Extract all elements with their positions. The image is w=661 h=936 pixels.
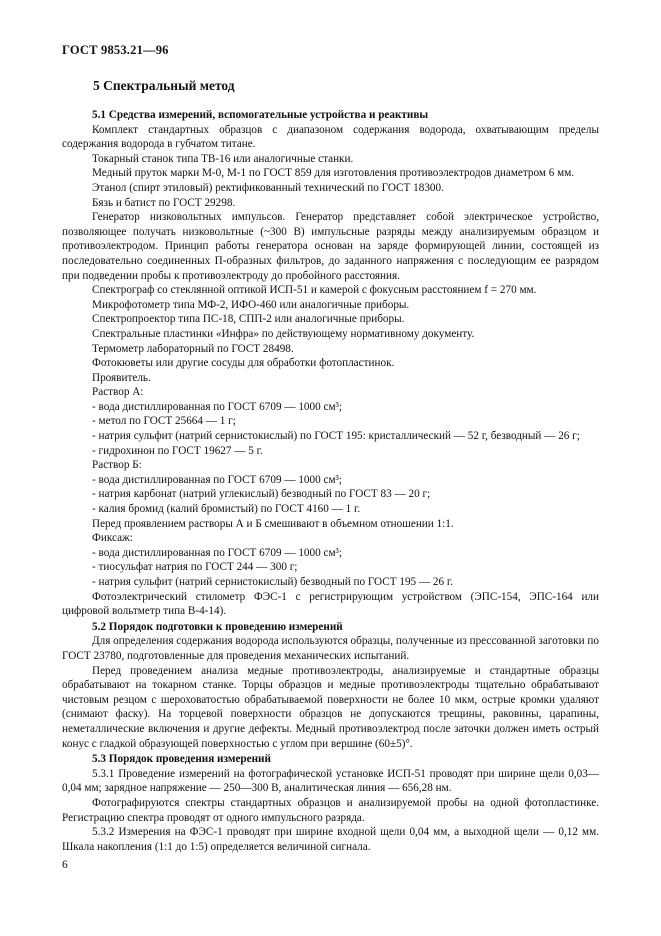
paragraph: Фотокюветы или другие сосуды для обработки фотопластинок. (92, 357, 395, 370)
body-text (62, 107, 599, 854)
paragraph: Перед проявлением растворы А и Б смешивают в объемном отношении 1:1. (92, 517, 454, 530)
subsection-heading: 5.2 Порядок подготовки к проведению измерений (92, 620, 343, 633)
paragraph: Раствор А: (92, 386, 144, 399)
paragraph: Комплект стандартных образцов с диапазоном содержания водорода, охватывающим пределы содержания водорода в губчатом титане. (62, 123, 599, 151)
paragraph: Микрофотометр типа МФ-2, ИФО-460 или аналогичные приборы. (92, 298, 410, 311)
paragraph: 5.3.1 Проведение измерений на фотографической установке ИСП-51 проводят при ширине щели 0,03—0,04 мм; зарядное напряжение — 250—300 В, аналитическая линия — 656,28 нм. (62, 767, 599, 795)
list-item: - тиосульфат натрия по ГОСТ 244 — 300 г; (92, 561, 298, 574)
paragraph: Фотографируются спектры стандартных образцов и анализируемой пробы на одной фотопластинке. Регистрацию спектра проводят от одного импульсного разряда. (62, 796, 599, 824)
page-number: 6 (62, 859, 68, 871)
list-item: - метол по ГОСТ 25664 — 1 г; (92, 415, 236, 428)
paragraph: Термометр лабораторный по ГОСТ 28498. (92, 342, 294, 355)
paragraph: Фотоэлектрический стилометр ФЭС-1 с регистрирующим устройством (ЭПС-154, ЭПС-164 или цифровой вольтметр типа В-4-14). (62, 590, 599, 618)
list-item: - вода дистиллированная по ГОСТ 6709 — 1000 см³; (92, 400, 343, 413)
subsection-heading: 5.1 Средства измерений, вспомогательные устройства и реактивы (92, 109, 429, 121)
paragraph: Фиксаж: (92, 532, 133, 545)
paragraph: Генератор низковольтных импульсов. Генератор представляет собой электрическое устройство, позволяющее получать низковольтные (~300 В) импульсные разряды между анализируемым образцом и противоэлектродом. Принцип работы генератора основан на заряде формирующей линии, состоящей из последовательно соединенных П-образных фильтров, до заданного напряжения с последующим ее разрядом при подведении пробы к противоэлектроду до пробойного расстояния. (62, 211, 599, 282)
paragraph: Бязь и батист по ГОСТ 29298. (92, 196, 236, 209)
paragraph: Перед проведением анализа медные противоэлектроды, анализируемые и стандартные образцы обрабатывают на токарном станке. Торцы образцов и медные противоэлектроды тщательно обрабатывают чистовым резцом с шероховатостью обрабатываемой поверхности не более 10 мкм, острые кромки удаляют (снимают фаску). На торцевой поверхности образцов не допускаются трещины, раковины, царапины, неметаллические включения и другие дефекты. Медный противоэлектрод после заточки должен иметь острый конус с гладкой образующей поверхностью с углом при вершине (60±5)°. (62, 664, 599, 750)
list-item: - натрия сульфит (натрий сернистокислый) по ГОСТ 195: кристаллический — 52 г, безводный — 26 г; (92, 430, 580, 443)
section-title: 5 Спектральный метод (93, 78, 235, 93)
paragraph: Токарный станок типа ТВ-16 или аналогичные станки. (92, 152, 354, 165)
list-item: - вода дистиллированная по ГОСТ 6709 — 1000 см³; (92, 473, 343, 486)
paragraph: Этанол (спирт этиловый) ректификованный технический по ГОСТ 18300. (92, 181, 444, 194)
paragraph: Для определения содержания водорода используются образцы, полученные из прессованной заготовки по ГОСТ 23780, подготовленные для проведения механических испытаний. (62, 635, 599, 662)
subsection-heading: 5.3 Порядок проведения измерений (92, 753, 271, 766)
paragraph: 5.3.2 Измерения на ФЭС-1 проводят при ширине входной щели 0,04 мм, а выходной щели — 0,12 мм. Шкала накопления (1:1 до 1:5) определяется величиной сигнала. (62, 826, 599, 853)
paragraph: Спектропроектор типа ПС-18, СПП-2 или аналогичные приборы. (92, 313, 405, 326)
paragraph: Раствор Б: (92, 459, 142, 472)
document-header: ГОСТ 9853.21—96 (62, 43, 169, 57)
list-item: - натрия сульфит (натрий сернистокислый) безводный по ГОСТ 195 — 26 г. (92, 576, 454, 588)
list-item: - калия бромид (калий бромистый) по ГОСТ 4160 — 1 г. (92, 503, 361, 516)
paragraph: Проявитель. (92, 371, 151, 384)
list-item: - гидрохинон по ГОСТ 19627 — 5 г. (92, 444, 263, 457)
list-item: - вода дистиллированная по ГОСТ 6709 — 1000 см³; (92, 546, 343, 559)
paragraph: Медный пруток марки М-0, М-1 по ГОСТ 859 для изготовления противоэлектродов диаметром 6 мм. (92, 167, 575, 180)
paragraph: Спектральные пластинки «Инфра» по действующему нормативному документу. (92, 327, 475, 340)
list-item: - натрия карбонат (натрий углекислый) безводный по ГОСТ 83 — 20 г; (92, 488, 431, 501)
paragraph: Спектрограф со стеклянной оптикой ИСП-51 и камерой с фокусным расстоянием f = 270 мм. (92, 284, 537, 297)
